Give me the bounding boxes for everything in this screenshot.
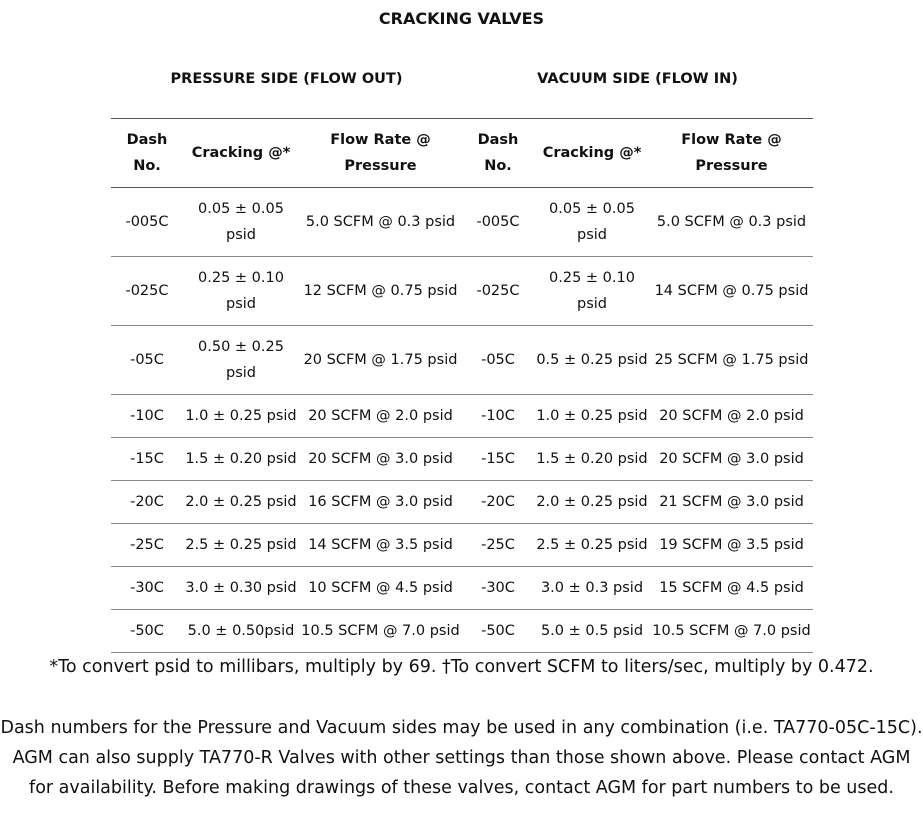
conversion-footnote: *To convert psid to millibars, multiply by 69. †To convert SCFM to liters/sec, multiply by 0.472.	[49, 657, 874, 677]
cell-v-dash: -10C	[462, 395, 534, 438]
table-row	[111, 481, 813, 524]
pressure-cracking-header: Cracking @*	[183, 119, 299, 188]
cell-v-dash: -05C	[462, 326, 534, 395]
cell-v-crack: 2.5 ± 0.25 psid	[534, 524, 650, 567]
table-row	[111, 438, 813, 481]
cell-p-flow: 10.5 SCFM @ 7.0 psid	[299, 610, 462, 653]
cell-v-crack: 0.05 ± 0.05 psid	[534, 188, 650, 257]
cell-v-crack: 2.0 ± 0.25 psid	[534, 481, 650, 524]
cell-p-crack: 5.0 ± 0.50psid	[183, 610, 299, 653]
cell-v-crack: 5.0 ± 0.5 psid	[534, 610, 650, 653]
cell-p-flow: 14 SCFM @ 3.5 psid	[299, 524, 462, 567]
cell-p-crack: 0.50 ± 0.25 psid	[183, 326, 299, 395]
table-row	[111, 395, 813, 438]
paragraph-line: AGM can also supply TA770-R Valves with other settings than those shown above. Please contact AGM	[12, 748, 911, 768]
cell-v-flow: 19 SCFM @ 3.5 psid	[650, 524, 813, 567]
cell-v-dash: -025C	[462, 257, 534, 326]
cell-v-dash: -15C	[462, 438, 534, 481]
cell-v-crack: 1.5 ± 0.20 psid	[534, 438, 650, 481]
cell-v-dash: -005C	[462, 188, 534, 257]
cell-p-dash: -50C	[111, 610, 183, 653]
cell-p-crack: 0.25 ± 0.10 psid	[183, 257, 299, 326]
cell-v-flow: 10.5 SCFM @ 7.0 psid	[650, 610, 813, 653]
cell-p-dash: -10C	[111, 395, 183, 438]
cell-v-flow: 14 SCFM @ 0.75 psid	[650, 257, 813, 326]
cell-p-dash: -25C	[111, 524, 183, 567]
cell-v-crack: 1.0 ± 0.25 psid	[534, 395, 650, 438]
cell-p-flow: 20 SCFM @ 1.75 psid	[299, 326, 462, 395]
cell-p-crack: 2.5 ± 0.25 psid	[183, 524, 299, 567]
cell-p-flow: 16 SCFM @ 3.0 psid	[299, 481, 462, 524]
cell-v-flow: 21 SCFM @ 3.0 psid	[650, 481, 813, 524]
cell-p-flow: 10 SCFM @ 4.5 psid	[299, 567, 462, 610]
cell-v-crack: 0.25 ± 0.10 psid	[534, 257, 650, 326]
cell-v-dash: -50C	[462, 610, 534, 653]
cell-p-flow: 5.0 SCFM @ 0.3 psid	[299, 188, 462, 257]
cell-v-crack: 3.0 ± 0.3 psid	[534, 567, 650, 610]
cell-v-dash: -30C	[462, 567, 534, 610]
cell-p-crack: 3.0 ± 0.30 psid	[183, 567, 299, 610]
table-row	[111, 610, 813, 653]
table-row	[111, 567, 813, 610]
cell-p-flow: 20 SCFM @ 3.0 psid	[299, 438, 462, 481]
paragraph-line: for availability. Before making drawings of these valves, contact AGM for part numbers to be used.	[29, 778, 894, 798]
table-row	[111, 326, 813, 395]
cell-p-crack: 2.0 ± 0.25 psid	[183, 481, 299, 524]
cell-v-dash: -20C	[462, 481, 534, 524]
cell-p-crack: 1.5 ± 0.20 psid	[183, 438, 299, 481]
cell-v-flow: 5.0 SCFM @ 0.3 psid	[650, 188, 813, 257]
cell-p-dash: -30C	[111, 567, 183, 610]
cracking-valves-table	[111, 118, 813, 653]
table-row	[111, 257, 813, 326]
page-title: CRACKING VALVES	[378, 9, 545, 28]
cell-v-dash: -25C	[462, 524, 534, 567]
pressure-dash-header: Dash No.	[111, 119, 183, 188]
vacuum-side-heading: VACUUM SIDE (FLOW IN)	[537, 71, 738, 87]
table-row	[111, 188, 813, 257]
cell-p-flow: 20 SCFM @ 2.0 psid	[299, 395, 462, 438]
cell-p-flow: 12 SCFM @ 0.75 psid	[299, 257, 462, 326]
cell-v-flow: 25 SCFM @ 1.75 psid	[650, 326, 813, 395]
vacuum-flow-header: Flow Rate @ Pressure	[650, 119, 813, 188]
table-header-row	[111, 119, 813, 188]
vacuum-dash-header: Dash No.	[462, 119, 534, 188]
cell-p-dash: -005C	[111, 188, 183, 257]
pressure-flow-header: Flow Rate @ Pressure	[299, 119, 462, 188]
cell-v-flow: 20 SCFM @ 2.0 psid	[650, 395, 813, 438]
cell-p-dash: -05C	[111, 326, 183, 395]
cell-p-dash: -15C	[111, 438, 183, 481]
cell-p-crack: 0.05 ± 0.05 psid	[183, 188, 299, 257]
cell-v-flow: 20 SCFM @ 3.0 psid	[650, 438, 813, 481]
cell-v-crack: 0.5 ± 0.25 psid	[534, 326, 650, 395]
vacuum-cracking-header: Cracking @*	[534, 119, 650, 188]
cell-p-dash: -20C	[111, 481, 183, 524]
cell-p-crack: 1.0 ± 0.25 psid	[183, 395, 299, 438]
usage-paragraph	[0, 713, 923, 803]
paragraph-line: Dash numbers for the Pressure and Vacuum sides may be used in any combination (i.e. TA770-05C-15C).	[0, 718, 923, 738]
table-row	[111, 524, 813, 567]
cell-v-flow: 15 SCFM @ 4.5 psid	[650, 567, 813, 610]
pressure-side-heading: PRESSURE SIDE (FLOW OUT)	[170, 71, 403, 87]
cell-p-dash: -025C	[111, 257, 183, 326]
